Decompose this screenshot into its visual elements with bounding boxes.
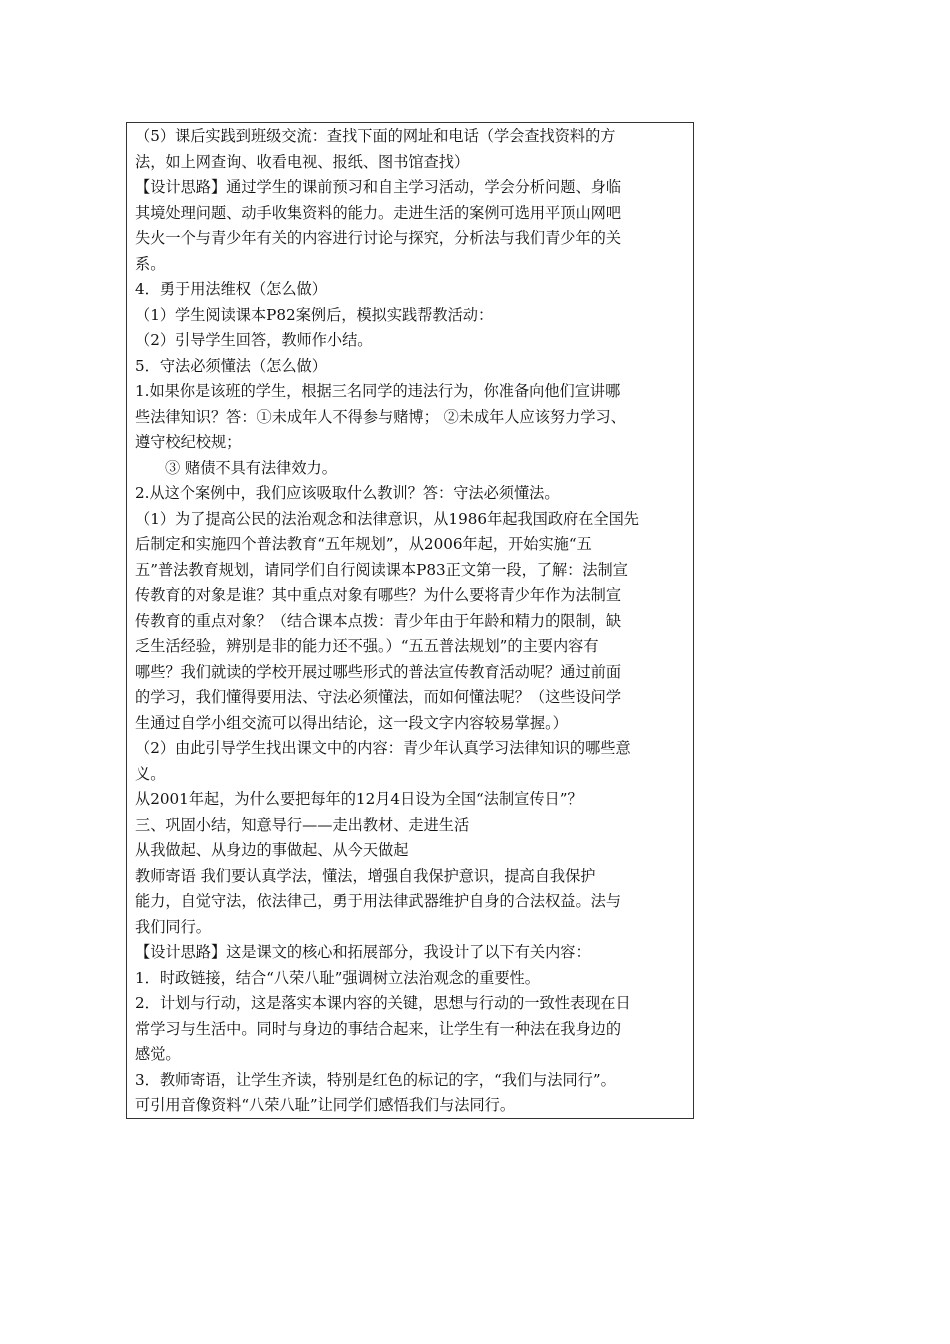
text-line: 【设计思路】通过学生的课前预习和自主学习活动，学会分析问题、身临 (135, 178, 621, 196)
section-heading: 三、巩固小结，知意导行——走出教材、走进生活 (135, 815, 470, 834)
text-line: 哪些？我们就读的学校开展过哪些形式的普法宣传教育活动呢？通过前面 (135, 662, 621, 681)
text-line: 遵守校纪校规； (135, 433, 242, 451)
text-line: 从我做起、从身边的事做起、从今天做起 (135, 841, 409, 859)
text-line: （2）引导学生回答，教师作小结。 (135, 331, 373, 349)
text-line: 教师寄语 我们要认真学法，懂法，增强自我保护意识，提高自我保护 (135, 866, 596, 885)
text-line: （5）课后实践到班级交流：查找下面的网址和电话（学会查找资料的方 (135, 127, 616, 145)
text-line: 些法律知识？答：①未成年人不得参与赌博； ②未成年人应该努力学习、 (135, 407, 626, 426)
text-line: 2．计划与行动，这是落实本课内容的关键，思想与行动的一致性表现在日 (135, 994, 631, 1012)
text-line: 法，如上网查询、收看电视、报纸、图书馆查找） (135, 152, 470, 171)
text-line: 其境处理问题、动手收集资料的能力。走进生活的案例可选用平顶山网吧 (135, 203, 621, 222)
text-line: （2）由此引导学生找出课文中的内容：青少年认真学习法律知识的哪些意 (135, 739, 631, 757)
text-line: 传教育的重点对象？（结合课本点拨：青少年由于年龄和精力的限制，缺 (135, 611, 621, 630)
text-line: ③ 赌债不具有法律效力。 (165, 458, 337, 477)
text-line: 乏生活经验，辨别是非的能力还不强。）“五五普法规划”的主要内容有 (135, 637, 599, 655)
text-line: 的学习，我们懂得要用法、守法必须懂法，而如何懂法呢？（这些设问学 (135, 688, 621, 706)
text-line: 1．时政链接，结合“八荣八耻”强调树立法治观念的重要性。 (135, 968, 540, 987)
text-line: 我们同行。 (135, 917, 211, 936)
text-line: 常学习与生活中。同时与身边的事结合起来，让学生有一种法在我身边的 (135, 1019, 621, 1038)
text-line: 【设计思路】这是课文的核心和拓展部分，我设计了以下有关内容： (135, 943, 591, 961)
section-heading: 5．守法必须懂法（怎么做） (135, 356, 327, 375)
text-line: 感觉。 (135, 1045, 181, 1063)
section-heading: 4．勇于用法维权（怎么做） (135, 280, 327, 298)
text-line: 生通过自学小组交流可以得出结论，这一段文字内容较易掌握。） (135, 713, 568, 732)
text-line: 1.如果你是该班的学生，根据三名同学的违法行为，你准备向他们宣讲哪 (135, 382, 621, 400)
document-body (135, 124, 690, 1119)
text-line: 传教育的对象是谁？其中重点对象有哪些？为什么要将青少年作为法制宣 (135, 586, 621, 604)
text-line: 后制定和实施四个普法教育“五年规划”，从2006年起，开始实施“五 (135, 535, 592, 553)
text-line: 系。 (135, 254, 166, 273)
text-line: 义。 (135, 764, 166, 783)
text-line: 可引用音像资料“八荣八耻”让同学们感悟我们与法同行。 (135, 1096, 516, 1114)
text-line: 失火一个与青少年有关的内容进行讨论与探究，分析法与我们青少年的关 (135, 229, 621, 247)
text-line: （1）学生阅读课本P82案例后，模拟实践帮教活动： (135, 305, 494, 324)
text-line: 从2001年起，为什么要把每年的12月4日设为全国“法制宣传日”？ (135, 790, 583, 808)
text-line: （1）为了提高公民的法治观念和法律意识，从1986年起我国政府在全国先 (135, 509, 639, 528)
text-line: 2.从这个案例中，我们应该吸取什么教训？答：守法必须懂法。 (135, 484, 560, 502)
text-line: 能力，自觉守法，依法律己，勇于用法律武器维护自身的合法权益。法与 (135, 892, 621, 910)
text-line: 五”普法教育规划，请同学们自行阅读课本P83正文第一段，了解：法制宣 (135, 560, 628, 579)
text-line: 3．教师寄语，让学生齐读，特别是红色的标记的字，“我们与法同行”。 (135, 1070, 616, 1089)
